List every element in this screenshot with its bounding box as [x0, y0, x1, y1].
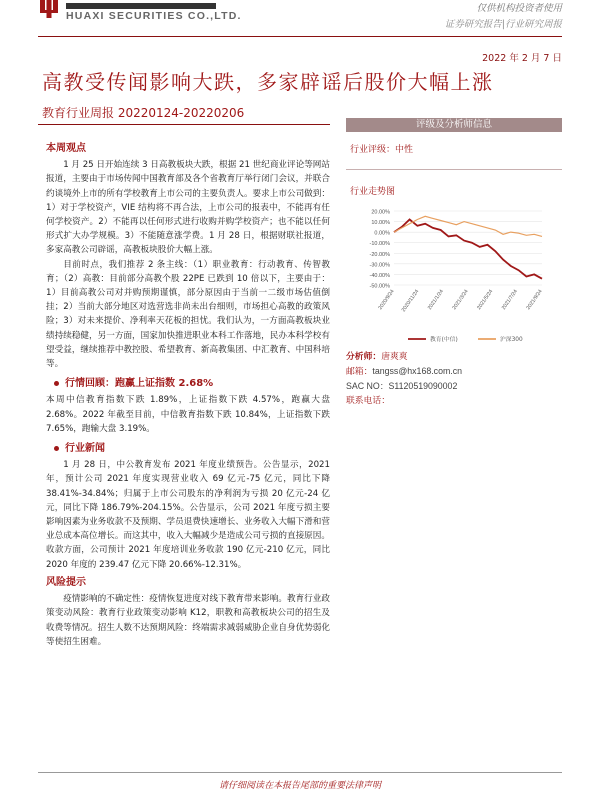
title-divider: [38, 124, 330, 125]
section-heading-news: 行业新闻: [54, 442, 330, 456]
report-title: 高教受传闻影响大跌，多家辟谣后股价大幅上涨: [42, 70, 494, 94]
series-line-0: [394, 220, 542, 279]
sac-value: S1120519090002: [388, 381, 458, 391]
trend-chart-label: 行业走势图: [350, 187, 396, 197]
brand-name-cn: [66, 0, 242, 9]
analyst-info: [346, 350, 462, 408]
paragraph-market: 本周中信教育指数下跌 1.89%，上证指数下跌 4.57%，跑赢大盘 2.68%。2022 年截至目前，中信教育指数下跌 10.84%，上证指数下跌 7.65%，跑输大盘 3.19%。: [46, 395, 330, 434]
rating-label: 行业评级：: [350, 145, 396, 155]
company-logo: [38, 0, 242, 26]
brand-name-en: HUAXI SECURITIES CO.,LTD.: [66, 10, 242, 22]
paragraph-view-1: 1 月 25 日开始连续 3 日高教板块大跌，根据 21 世纪商业评论等网站报道，主要由于市场传闻中国教育部及各个省教育厅举行闭门会议，并联合约谈境外上市的所有学校教育上市公司的主要负责人。要求上市公司做到：1）对于学校资产，VIE 结构将不再合法，上市公司的报表中，不能再有任何学校资产。2）不能再以任何形式进行收购并购学校资产；也不能以任何形式扩大办学规模。3）不能随意涨学费。1 月 28 日，根据财联社报道，多家高教公司辟谣，高教板块股价大幅上涨。: [46, 160, 330, 256]
trend-chart: [346, 203, 562, 353]
bullet-icon: [54, 381, 59, 386]
x-tick-label: 2021/1/24: [426, 288, 445, 312]
sidebar-heading: 评级及分析师信息: [346, 118, 562, 132]
email-label: 邮箱：: [346, 367, 373, 377]
footer-disclaimer: 请仔细阅读在本报告尾部的重要法律声明: [218, 781, 381, 791]
legend-label: 沪深300: [500, 337, 523, 343]
x-tick-label: 2021/5/24: [476, 288, 495, 312]
analyst-row: [346, 350, 462, 364]
industry-rating: [346, 142, 562, 155]
y-tick-label: -10.00%: [369, 241, 390, 248]
header-divider: [38, 36, 562, 37]
series-line-1: [394, 216, 542, 236]
logo-mark: [38, 0, 60, 22]
phone-label: 联系电话：: [346, 396, 390, 406]
tagline: 仅供机构投资者使用: [476, 3, 562, 14]
section-heading-view: 本周观点: [46, 143, 86, 154]
y-tick-label: -30.00%: [369, 262, 390, 269]
y-tick-label: -50.00%: [369, 283, 390, 290]
email-row: [346, 364, 462, 379]
report-type: 证券研究报告|行业研究周报: [444, 19, 562, 30]
footer-divider: [38, 772, 562, 773]
y-tick-label: 10.00%: [371, 220, 390, 227]
x-tick-label: 2020/9/24: [377, 288, 396, 312]
sidebar: [346, 118, 562, 353]
main-content: [46, 138, 330, 649]
x-tick-label: 2020/11/24: [400, 288, 421, 314]
legend-label: 教育(中信): [430, 337, 458, 343]
rating-value: 中性: [395, 145, 414, 155]
phone-row: [346, 394, 462, 408]
section-heading-risk: 风险提示: [46, 576, 86, 588]
bullet-icon: [54, 446, 59, 451]
report-subtitle: 教育行业周报 20220124-20220206: [42, 106, 245, 120]
y-tick-label: 0.00%: [374, 230, 390, 237]
analyst-label: 分析师：: [346, 352, 382, 362]
x-tick-label: 2021/3/24: [451, 288, 470, 312]
section-heading-market: 行情回顾：跑赢上证指数 2.68%: [54, 377, 330, 391]
paragraph-news: 1 月 28 日，中公教育发布 2021 年度业绩预告。公告显示，2021 年，预计公司 2021 年度实现营业收入 69 亿元-75 亿元，同比下降 38.41%-34.84%；归属于上市公司股东的净利润为亏损 20 亿元-24 亿元，同比下降 186.79%-204.15%。公告显示，公司 2021 年度亏损主要影响因素为业务收款不及预期、学员退费快速增长、业务收入大幅下滑和营业总成本高位增长。而这其中，收入大幅减少是造成公司亏损的直接原因。收款方面，公司预计 2021 年度培训业务收款 190 亿元-210 亿元，同比 2020 年度的 239.47 亿元下降 20.66%-12.31%。: [46, 460, 330, 570]
y-tick-label: -20.00%: [369, 251, 390, 258]
sidebar-divider: [346, 169, 562, 170]
sac-row: [346, 379, 462, 394]
y-tick-label: -40.00%: [369, 272, 390, 279]
x-tick-label: 2021/9/24: [525, 288, 544, 312]
trend-chart-svg: [346, 203, 562, 353]
analyst-name: 唐爽爽: [381, 352, 408, 362]
paragraph-risk: 疫情影响的不确定性：疫情恢复进度对线下教育带来影响。教育行业政策变动风险：教育行业政策变动影响 K12，职教和高教板块公司的招生及收费等情况。招生人数不达预期风险：终端需求减弱威胁企业自身优势弱化等使招生困难。: [46, 594, 330, 647]
paragraph-view-2: 目前时点，我们推荐 2 条主线：（1）职业教育：行动教育、传智教育；（2）高教：目前部分高教个股 22PE 已跌到 10 倍以下，主要由于：1）目前高教公司对并购预期谨慎，部分原因由于当前一二级市场估值倒挂；2）当前大部分地区对选营选非尚未出台细则，市场担心高教的政策风险；3）对未来提价、净利率天花板的担忧。我们认为，一方面高教板块业绩持续稳健，另一方面，国家加快推进职业本科工作落地，民办本科学校有望受益，继续推荐中教控股、希望教育、新高教集团、中汇教育、中国科培等。: [46, 259, 330, 370]
sac-label: SAC NO：: [346, 381, 389, 391]
y-tick-label: 20.00%: [371, 209, 390, 216]
report-date: 2022 年 2 月 7 日: [482, 53, 562, 64]
email-value[interactable]: tangss@hx168.com.cn: [372, 366, 463, 376]
x-tick-label: 2021/7/24: [500, 288, 519, 312]
